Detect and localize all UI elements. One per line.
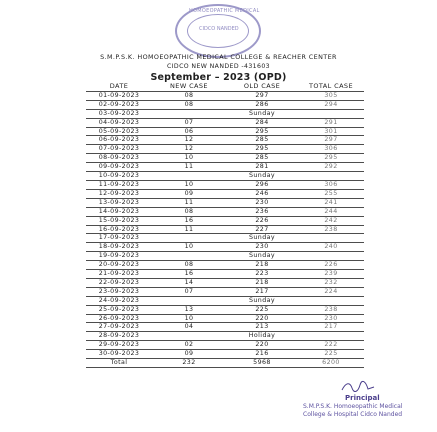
cell-date: 27-09-2023 — [86, 323, 152, 332]
cell-old-case: 285 — [226, 136, 298, 145]
cell-old-case: 281 — [226, 163, 298, 172]
cell-old-case: Sunday — [226, 172, 298, 181]
cell-new-case: 14 — [152, 278, 226, 287]
cell-date: 21-09-2023 — [86, 270, 152, 279]
cell-total-case: 255 — [298, 189, 364, 198]
cell-total-case: 238 — [298, 225, 364, 234]
cell-total-case: 294 — [298, 100, 364, 109]
cell-total-case: 238 — [298, 305, 364, 314]
cell-date: 22-09-2023 — [86, 278, 152, 287]
cell-total-case: 226 — [298, 261, 364, 270]
cell-old-case: 225 — [226, 305, 298, 314]
cell-total-case — [298, 296, 364, 305]
cell-old-case: 216 — [226, 350, 298, 359]
cell-new-case: 11 — [152, 225, 226, 234]
cell-total-case: 244 — [298, 207, 364, 216]
cell-new-case — [152, 109, 226, 118]
cell-new-case: 09 — [152, 189, 226, 198]
cell-date: 14-09-2023 — [86, 207, 152, 216]
cell-date: 13-09-2023 — [86, 198, 152, 207]
cell-total-case: 295 — [298, 154, 364, 163]
cell-new-case: 02 — [152, 341, 226, 350]
cell-new-case: 10 — [152, 243, 226, 252]
cell-new-case: 07 — [152, 118, 226, 127]
cell-old-case: Sunday — [226, 252, 298, 261]
cell-date: 16-09-2023 — [86, 225, 152, 234]
cell-total-case: 292 — [298, 163, 364, 172]
cell-total-case: 240 — [298, 243, 364, 252]
table-row — [86, 243, 364, 252]
cell-new-case: 16 — [152, 216, 226, 225]
cell-total-case: 306 — [298, 145, 364, 154]
cell-new-case: 08 — [152, 207, 226, 216]
cell-total-case: 241 — [298, 198, 364, 207]
cell-total-case: 297 — [298, 136, 364, 145]
cell-date: 10-09-2023 — [86, 172, 152, 181]
cell-total-case: 242 — [298, 216, 364, 225]
table-row — [86, 198, 364, 207]
table-row — [86, 180, 364, 189]
cell-old-case: 296 — [226, 180, 298, 189]
cell-date: 07-09-2023 — [86, 145, 152, 154]
cell-date: 06-09-2023 — [86, 136, 152, 145]
cell-old-case: 5968 — [226, 359, 298, 368]
cell-old-case: 218 — [226, 278, 298, 287]
stamp-text-middle: CIDCO NANDED — [199, 26, 239, 32]
cell-new-case — [152, 234, 226, 243]
cell-total-case — [298, 234, 364, 243]
table-row — [86, 252, 364, 261]
table-row — [86, 172, 364, 181]
cell-date: 18-09-2023 — [86, 243, 152, 252]
cell-total-case: 301 — [298, 127, 364, 136]
cell-old-case: 297 — [226, 91, 298, 100]
cell-old-case: 227 — [226, 225, 298, 234]
cell-date: 17-09-2023 — [86, 234, 152, 243]
cell-date: 01-09-2023 — [86, 91, 152, 100]
table-row — [86, 332, 364, 341]
cell-old-case: 284 — [226, 118, 298, 127]
table-row — [86, 154, 364, 163]
cell-old-case: 223 — [226, 270, 298, 279]
table-row — [86, 359, 364, 368]
table-row — [86, 287, 364, 296]
college-stamp — [175, 4, 261, 58]
cell-new-case: 11 — [152, 163, 226, 172]
cell-new-case: 09 — [152, 350, 226, 359]
table-row — [86, 323, 364, 332]
cell-old-case: Sunday — [226, 234, 298, 243]
cell-total-case: 230 — [298, 314, 364, 323]
table-row — [86, 189, 364, 198]
table-row — [86, 136, 364, 145]
cell-total-case: 224 — [298, 287, 364, 296]
table-row — [86, 234, 364, 243]
stamp-text-top: HOMOEOPATHIC MEDICAL — [189, 8, 260, 14]
cell-date: 28-09-2023 — [86, 332, 152, 341]
table-row — [86, 109, 364, 118]
cell-new-case: 12 — [152, 145, 226, 154]
cell-old-case: 230 — [226, 243, 298, 252]
cell-new-case — [152, 172, 226, 181]
table-row — [86, 225, 364, 234]
table-row — [86, 270, 364, 279]
signature-line-2: College & Hospital Cidco Nanded — [303, 411, 403, 418]
table-row — [86, 278, 364, 287]
cell-new-case: 10 — [152, 154, 226, 163]
cell-new-case — [152, 332, 226, 341]
cell-old-case: 220 — [226, 314, 298, 323]
header-new-case: NEW CASE — [152, 83, 226, 91]
cell-date: 30-09-2023 — [86, 350, 152, 359]
cell-new-case: 08 — [152, 91, 226, 100]
table-row — [86, 163, 364, 172]
cell-date: 05-09-2023 — [86, 127, 152, 136]
table-row — [86, 127, 364, 136]
college-address: CIDCO NEW NANDED -431603 — [166, 63, 271, 70]
cell-new-case: 232 — [152, 359, 226, 368]
cell-new-case: 11 — [152, 198, 226, 207]
cell-total-case: 306 — [298, 180, 364, 189]
cell-total-case: 217 — [298, 323, 364, 332]
header-old-case: OLD CASE — [226, 83, 298, 91]
college-name: S.M.P.S.K. HOMOEOPATHIC MEDICAL COLLEGE & REACHER CENTER — [100, 53, 337, 61]
cell-date: 25-09-2023 — [86, 305, 152, 314]
cell-old-case: 295 — [226, 127, 298, 136]
cell-new-case: 06 — [152, 127, 226, 136]
cell-new-case: 16 — [152, 270, 226, 279]
cell-total-case: 239 — [298, 270, 364, 279]
cell-new-case — [152, 296, 226, 305]
cell-date: 15-09-2023 — [86, 216, 152, 225]
table-row — [86, 350, 364, 359]
cell-date: Total — [86, 359, 152, 368]
cell-old-case: 236 — [226, 207, 298, 216]
cell-old-case: 295 — [226, 145, 298, 154]
cell-date: 08-09-2023 — [86, 154, 152, 163]
signature-scribble — [338, 380, 378, 394]
cell-old-case: 220 — [226, 341, 298, 350]
cell-old-case: Sunday — [226, 296, 298, 305]
cell-total-case: 305 — [298, 91, 364, 100]
table-row — [86, 296, 364, 305]
cell-old-case: 218 — [226, 261, 298, 270]
cell-date: 23-09-2023 — [86, 287, 152, 296]
cell-new-case — [152, 252, 226, 261]
cell-date: 26-09-2023 — [86, 314, 152, 323]
table-row — [86, 207, 364, 216]
cell-date: 29-09-2023 — [86, 341, 152, 350]
table-body — [86, 91, 364, 367]
cell-total-case — [298, 172, 364, 181]
cell-date: 20-09-2023 — [86, 261, 152, 270]
signature-title: Principal — [345, 394, 380, 402]
cell-date: 19-09-2023 — [86, 252, 152, 261]
cell-old-case: 213 — [226, 323, 298, 332]
table-row — [86, 118, 364, 127]
cell-new-case: 08 — [152, 261, 226, 270]
table-row — [86, 100, 364, 109]
table-row — [86, 314, 364, 323]
cell-new-case: 07 — [152, 287, 226, 296]
cell-date: 24-09-2023 — [86, 296, 152, 305]
cell-date: 03-09-2023 — [86, 109, 152, 118]
report-title: September – 2023 (OPD) — [150, 72, 287, 83]
cell-date: 11-09-2023 — [86, 180, 152, 189]
cell-total-case: 291 — [298, 118, 364, 127]
cell-total-case: 222 — [298, 341, 364, 350]
table-row — [86, 91, 364, 100]
cell-new-case: 12 — [152, 136, 226, 145]
cell-total-case — [298, 109, 364, 118]
header-date: DATE — [86, 83, 152, 91]
table-header-row — [86, 83, 364, 91]
table-row — [86, 216, 364, 225]
signature-line-1: S.M.P.S.K. Homoeopathic Medical — [303, 403, 403, 410]
cell-new-case: 10 — [152, 314, 226, 323]
cell-date: 12-09-2023 — [86, 189, 152, 198]
cell-new-case: 08 — [152, 100, 226, 109]
cell-new-case: 13 — [152, 305, 226, 314]
cell-total-case: 225 — [298, 350, 364, 359]
cell-old-case: 285 — [226, 154, 298, 163]
cell-date: 04-09-2023 — [86, 118, 152, 127]
cell-old-case: 230 — [226, 198, 298, 207]
cell-old-case: Holiday — [226, 332, 298, 341]
cell-old-case: Sunday — [226, 109, 298, 118]
cell-total-case — [298, 252, 364, 261]
cell-old-case: 217 — [226, 287, 298, 296]
table-row — [86, 145, 364, 154]
cell-total-case: 6200 — [298, 359, 364, 368]
cell-date: 02-09-2023 — [86, 100, 152, 109]
cell-old-case: 226 — [226, 216, 298, 225]
cell-total-case: 232 — [298, 278, 364, 287]
table-row — [86, 261, 364, 270]
cell-old-case: 286 — [226, 100, 298, 109]
cell-new-case: 10 — [152, 180, 226, 189]
header-total-case: TOTAL CASE — [298, 83, 364, 91]
table-row — [86, 305, 364, 314]
opd-table — [86, 83, 364, 368]
cell-total-case — [298, 332, 364, 341]
cell-date: 09-09-2023 — [86, 163, 152, 172]
table-row — [86, 341, 364, 350]
cell-new-case: 04 — [152, 323, 226, 332]
cell-old-case: 246 — [226, 189, 298, 198]
